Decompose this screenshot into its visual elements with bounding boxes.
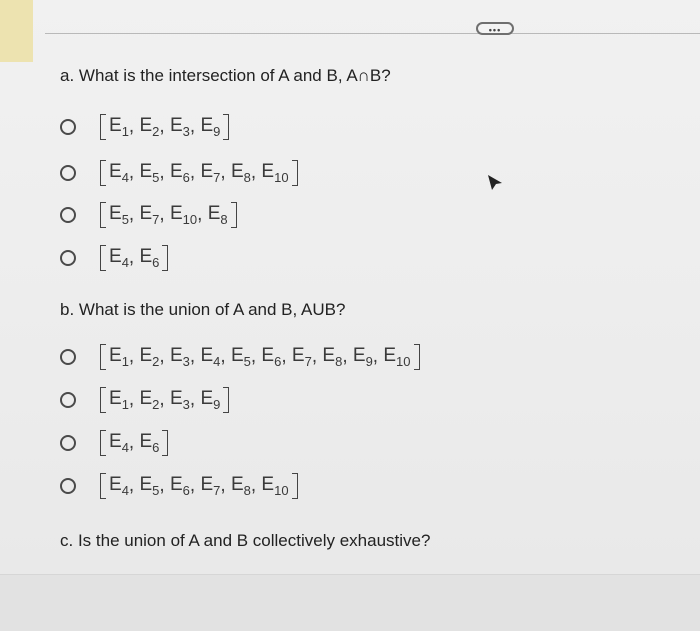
open-bracket [100, 114, 106, 140]
question-a-prompt: a. What is the intersection of A and B, A∩B? [60, 66, 391, 85]
separator: , [311, 346, 323, 367]
event-term: $E_6$ [139, 431, 160, 455]
event-term: $E_6$ [169, 474, 190, 498]
question-a-option-2[interactable] [60, 158, 298, 188]
option-formula [100, 160, 298, 186]
separator: , [220, 475, 231, 496]
event-term: $E_3$ [169, 115, 190, 139]
radio-button-icon[interactable] [60, 478, 76, 494]
event-term: $E_5$ [109, 203, 129, 227]
question-b-option-1[interactable] [60, 342, 420, 372]
option-formula [100, 430, 168, 456]
event-term: $E_4$ [109, 246, 129, 270]
sidebar-tab[interactable] [0, 0, 33, 62]
separator: , [128, 162, 140, 183]
separator: , [189, 389, 201, 410]
separator: , [189, 116, 201, 137]
radio-button-icon[interactable] [60, 165, 76, 181]
radio-button-icon[interactable] [60, 207, 76, 223]
event-term: $E_8$ [207, 203, 228, 227]
close-bracket [223, 114, 229, 140]
event-term: $E_5$ [139, 161, 160, 185]
close-bracket [292, 473, 298, 499]
separator: , [250, 162, 262, 183]
event-term: $E_3$ [169, 345, 190, 369]
event-term: $E_9$ [200, 388, 221, 412]
close-bracket [292, 160, 298, 186]
close-bracket [231, 202, 237, 228]
separator: , [197, 204, 208, 225]
separator: , [128, 204, 140, 225]
separator: , [189, 162, 201, 183]
radio-button-icon[interactable] [60, 119, 76, 135]
radio-button-icon[interactable] [60, 392, 76, 408]
event-term: $E_7$ [200, 474, 221, 498]
option-formula [100, 344, 420, 370]
event-term: $E_6$ [139, 246, 160, 270]
separator: , [159, 475, 170, 496]
event-term: $E_7$ [291, 345, 312, 369]
separator: , [128, 116, 140, 137]
option-formula [100, 114, 229, 140]
mouse-pointer-icon [486, 173, 506, 193]
event-term: $E_4$ [200, 345, 221, 369]
separator: , [189, 475, 201, 496]
question-a-option-3[interactable] [60, 200, 237, 230]
separator: , [220, 346, 231, 367]
open-bracket [100, 387, 106, 413]
separator: , [281, 346, 292, 367]
event-term: $E_6$ [261, 345, 282, 369]
option-formula [100, 387, 229, 413]
separator: , [128, 247, 140, 268]
event-term: $E_4$ [109, 474, 129, 498]
option-formula [100, 202, 237, 228]
separator: , [159, 204, 170, 225]
open-bracket [100, 245, 106, 271]
radio-button-icon[interactable] [60, 250, 76, 266]
event-term: $E_9$ [200, 115, 221, 139]
separator: , [159, 389, 170, 410]
separator: , [159, 346, 170, 367]
separator: , [128, 432, 140, 453]
event-term: $E_8$ [230, 474, 251, 498]
event-term: $E_6$ [169, 161, 190, 185]
close-bracket [162, 430, 168, 456]
event-term: $E_8$ [322, 345, 343, 369]
footer-bar [0, 574, 700, 631]
event-term: $E_7$ [200, 161, 221, 185]
event-term: $E_1$ [109, 388, 129, 412]
open-bracket [100, 202, 106, 228]
open-bracket [100, 160, 106, 186]
radio-button-icon[interactable] [60, 349, 76, 365]
event-term: $E_2$ [139, 115, 160, 139]
radio-button-icon[interactable] [60, 435, 76, 451]
open-bracket [100, 430, 106, 456]
close-bracket [223, 387, 229, 413]
separator: , [250, 475, 262, 496]
event-term: $E_5$ [139, 474, 160, 498]
event-term: $E_1$ [109, 115, 129, 139]
event-term: $E_1$ [109, 345, 129, 369]
question-a-option-4[interactable] [60, 243, 168, 273]
separator: , [372, 346, 384, 367]
event-term: $E_8$ [230, 161, 251, 185]
question-b-option-2[interactable] [60, 385, 229, 415]
divider [45, 33, 700, 34]
event-term: $E_3$ [169, 388, 190, 412]
separator: , [128, 346, 140, 367]
close-bracket [414, 344, 420, 370]
event-term: $E_7$ [139, 203, 160, 227]
question-a-option-1[interactable] [60, 112, 229, 142]
event-term: $E_{10}$ [261, 161, 289, 185]
separator: , [250, 346, 262, 367]
option-formula [100, 245, 168, 271]
separator: , [128, 389, 140, 410]
separator: , [220, 162, 231, 183]
question-c-prompt: c. Is the union of A and B collectively exhaustive? [60, 531, 431, 550]
question-b-option-4[interactable] [60, 471, 298, 501]
event-term: $E_{10}$ [383, 345, 411, 369]
event-term: $E_4$ [109, 161, 129, 185]
more-options-icon[interactable]: ••• [476, 22, 514, 35]
separator: , [128, 475, 140, 496]
event-term: $E_9$ [352, 345, 373, 369]
event-term: $E_{10}$ [169, 203, 198, 227]
separator: , [159, 116, 170, 137]
event-term: $E_4$ [109, 431, 129, 455]
close-bracket [162, 245, 168, 271]
event-term: $E_2$ [139, 345, 160, 369]
open-bracket [100, 473, 106, 499]
separator: , [189, 346, 201, 367]
question-b-prompt: b. What is the union of A and B, AUB? [60, 300, 346, 319]
option-formula [100, 473, 298, 499]
event-term: $E_{10}$ [261, 474, 289, 498]
event-term: $E_5$ [230, 345, 251, 369]
open-bracket [100, 344, 106, 370]
event-term: $E_2$ [139, 388, 160, 412]
separator: , [159, 162, 170, 183]
separator: , [342, 346, 353, 367]
question-b-option-3[interactable] [60, 428, 168, 458]
